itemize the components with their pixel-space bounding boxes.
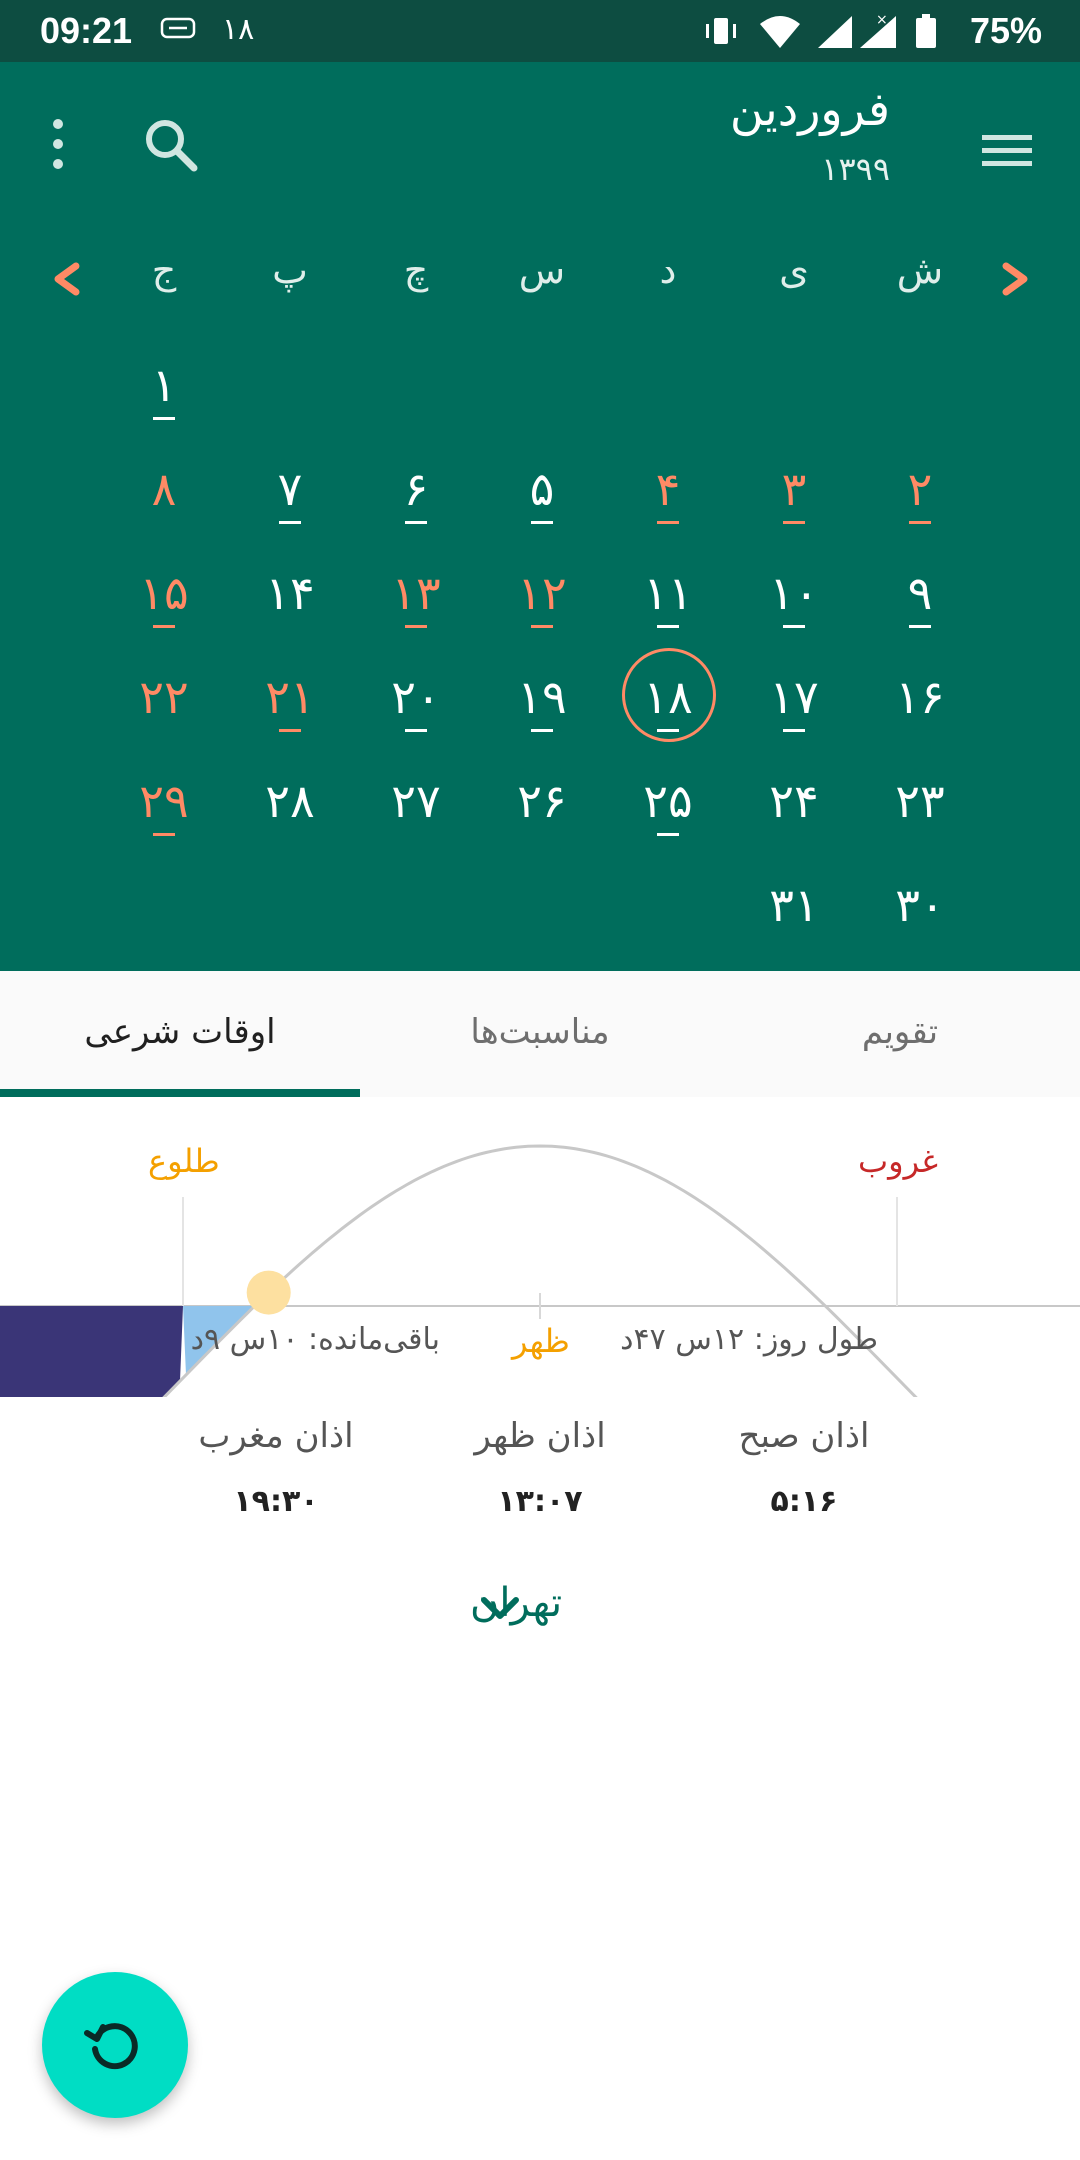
month-title[interactable]: فروردین — [729, 82, 890, 136]
prev-month-chevron-icon[interactable] — [40, 244, 92, 314]
prayer-maghrib — [146, 1416, 406, 1519]
day-cell[interactable] — [860, 550, 980, 646]
active-tab-indicator — [0, 1089, 360, 1097]
search-icon[interactable] — [136, 110, 206, 180]
event-underline — [405, 521, 427, 524]
event-underline — [279, 729, 301, 732]
status-time: 09:21 — [40, 10, 133, 51]
day-cell[interactable] — [104, 758, 224, 854]
day-cell[interactable] — [230, 550, 350, 646]
day-cell[interactable] — [356, 758, 476, 854]
day-number: ۱۷ — [769, 654, 818, 740]
weekday-label: چ — [403, 248, 429, 292]
day-cell[interactable] — [734, 550, 854, 646]
event-underline — [783, 521, 805, 524]
chevron-down-icon[interactable] — [478, 1594, 522, 1624]
day-number: ۳۱ — [769, 878, 819, 932]
weekday-label: س — [518, 248, 566, 292]
event-underline — [657, 521, 679, 524]
prayer-name: اذان مغرب — [198, 1416, 354, 1456]
prayer-name: اذان ظهر — [474, 1416, 606, 1456]
weekday-label: ج — [151, 248, 177, 292]
day-cell[interactable] — [482, 654, 602, 750]
signal-icons — [700, 10, 960, 54]
day-cell[interactable] — [482, 550, 602, 646]
remaining-time: باقی‌مانده: ۱۰س ۹د — [190, 1322, 440, 1357]
notification-count: ۱۸ — [222, 12, 255, 47]
battery-percent: 75% — [970, 10, 1043, 51]
prayer-fajr — [674, 1416, 934, 1519]
day-number: ۲ — [908, 446, 933, 532]
day-number: ۲۹ — [139, 758, 188, 844]
event-underline — [531, 521, 553, 524]
day-cell[interactable] — [104, 446, 224, 542]
day-cell-today[interactable] — [608, 654, 728, 750]
day-cell[interactable] — [860, 446, 980, 542]
event-underline — [153, 417, 175, 420]
more-vert-icon[interactable] — [38, 110, 78, 180]
day-number: ۲۲ — [139, 670, 189, 724]
day-number: ۸ — [151, 462, 177, 516]
weekday-label: د — [659, 248, 677, 292]
weekday-label: ی — [779, 248, 809, 292]
day-number: ۲۰ — [391, 654, 440, 740]
day-cell[interactable] — [608, 758, 728, 854]
day-number: ۲۳ — [895, 774, 945, 828]
svg-text:×: × — [876, 12, 888, 28]
tab-calendar[interactable]: تقویم — [861, 1012, 939, 1052]
vibrate-icon — [706, 18, 736, 44]
event-underline — [909, 521, 931, 524]
day-number: ۱۳ — [391, 550, 440, 636]
day-number: ۳۰ — [895, 878, 945, 932]
noon-label: ظهر — [512, 1322, 570, 1360]
refresh-button[interactable] — [42, 1972, 188, 2118]
day-number: ۲۴ — [769, 774, 819, 828]
event-underline — [531, 625, 553, 628]
day-cell[interactable] — [734, 654, 854, 750]
event-underline — [657, 833, 679, 836]
prayer-time: ۱۳:۰۷ — [497, 1484, 583, 1519]
day-number: ۱ — [152, 342, 177, 428]
day-number: ۲۸ — [265, 774, 315, 828]
day-number: ۲۶ — [517, 774, 567, 828]
day-cell[interactable] — [860, 654, 980, 750]
day-cell[interactable] — [230, 758, 350, 854]
wifi-icon — [760, 16, 800, 48]
day-number: ۱۶ — [895, 670, 945, 724]
day-number: ۹ — [908, 550, 933, 636]
day-number: ۳ — [782, 446, 807, 532]
notification-icon — [160, 16, 196, 40]
day-number: ۵ — [530, 446, 555, 532]
prayer-dhuhr — [410, 1416, 670, 1519]
city-selector[interactable]: تهران — [470, 1580, 563, 1626]
prayer-name: اذان صبح — [738, 1416, 870, 1456]
day-cell[interactable] — [860, 862, 980, 958]
day-cell[interactable] — [734, 862, 854, 958]
event-underline — [153, 625, 175, 628]
day-cell[interactable] — [104, 654, 224, 750]
event-underline — [657, 729, 679, 732]
event-underline — [909, 625, 931, 628]
day-cell[interactable] — [104, 342, 224, 438]
event-underline — [405, 729, 427, 732]
event-underline — [783, 625, 805, 628]
hamburger-icon[interactable] — [972, 116, 1042, 186]
day-number: ۱۹ — [517, 654, 566, 740]
tab-bar — [0, 971, 1080, 1097]
refresh-icon — [81, 2011, 149, 2079]
day-number: ۱۴ — [265, 566, 315, 620]
day-number: ۴ — [656, 446, 681, 532]
day-cell[interactable] — [482, 758, 602, 854]
sunrise-label: طلوع — [148, 1142, 220, 1180]
sunset-label: غروب — [858, 1142, 938, 1180]
event-underline — [783, 729, 805, 732]
weekday-label: ش — [896, 248, 944, 292]
day-cell[interactable] — [356, 550, 476, 646]
tab-events[interactable]: مناسبت‌ها — [470, 1012, 610, 1052]
day-number: ۱۵ — [139, 550, 188, 636]
tab-prayer-times[interactable]: اوقات شرعی — [84, 1012, 276, 1052]
day-cell[interactable] — [356, 446, 476, 542]
day-cell[interactable] — [860, 758, 980, 854]
cell-signal-icon — [818, 16, 852, 48]
day-cell[interactable] — [230, 654, 350, 750]
event-underline — [279, 521, 301, 524]
battery-icon — [916, 14, 936, 48]
year-subtitle: ۱۳۹۹ — [821, 150, 890, 188]
event-underline — [153, 833, 175, 836]
day-cell[interactable] — [230, 446, 350, 542]
day-cell[interactable] — [356, 654, 476, 750]
day-cell[interactable] — [608, 550, 728, 646]
day-cell[interactable] — [104, 550, 224, 646]
sun-position — [247, 1271, 291, 1315]
day-number: ۲۱ — [265, 654, 314, 740]
day-cell[interactable] — [734, 446, 854, 542]
event-underline — [657, 625, 679, 628]
next-month-chevron-icon[interactable] — [990, 244, 1042, 314]
day-length: طول روز: ۱۲س ۴۷د — [620, 1322, 878, 1357]
event-underline — [531, 729, 553, 732]
day-cell[interactable] — [482, 446, 602, 542]
day-number: ۱۱ — [643, 550, 692, 636]
day-number: ۶ — [404, 446, 429, 532]
day-number: ۷ — [278, 446, 303, 532]
day-number: ۱۸ — [643, 654, 692, 740]
day-number: ۲۵ — [643, 758, 692, 844]
calendar-panel — [0, 62, 1080, 971]
prayer-time: ۱۹:۳۰ — [233, 1484, 319, 1519]
event-underline — [405, 625, 427, 628]
status-bar — [0, 0, 1080, 62]
night-fill — [0, 1306, 183, 1397]
day-number: ۱۰ — [769, 550, 818, 636]
weekday-label: پ — [272, 248, 308, 292]
prayer-time: ۵:۱۶ — [770, 1484, 838, 1519]
day-number: ۲۷ — [391, 774, 441, 828]
day-cell[interactable] — [734, 758, 854, 854]
day-number: ۱۲ — [517, 550, 566, 636]
day-cell[interactable] — [608, 446, 728, 542]
